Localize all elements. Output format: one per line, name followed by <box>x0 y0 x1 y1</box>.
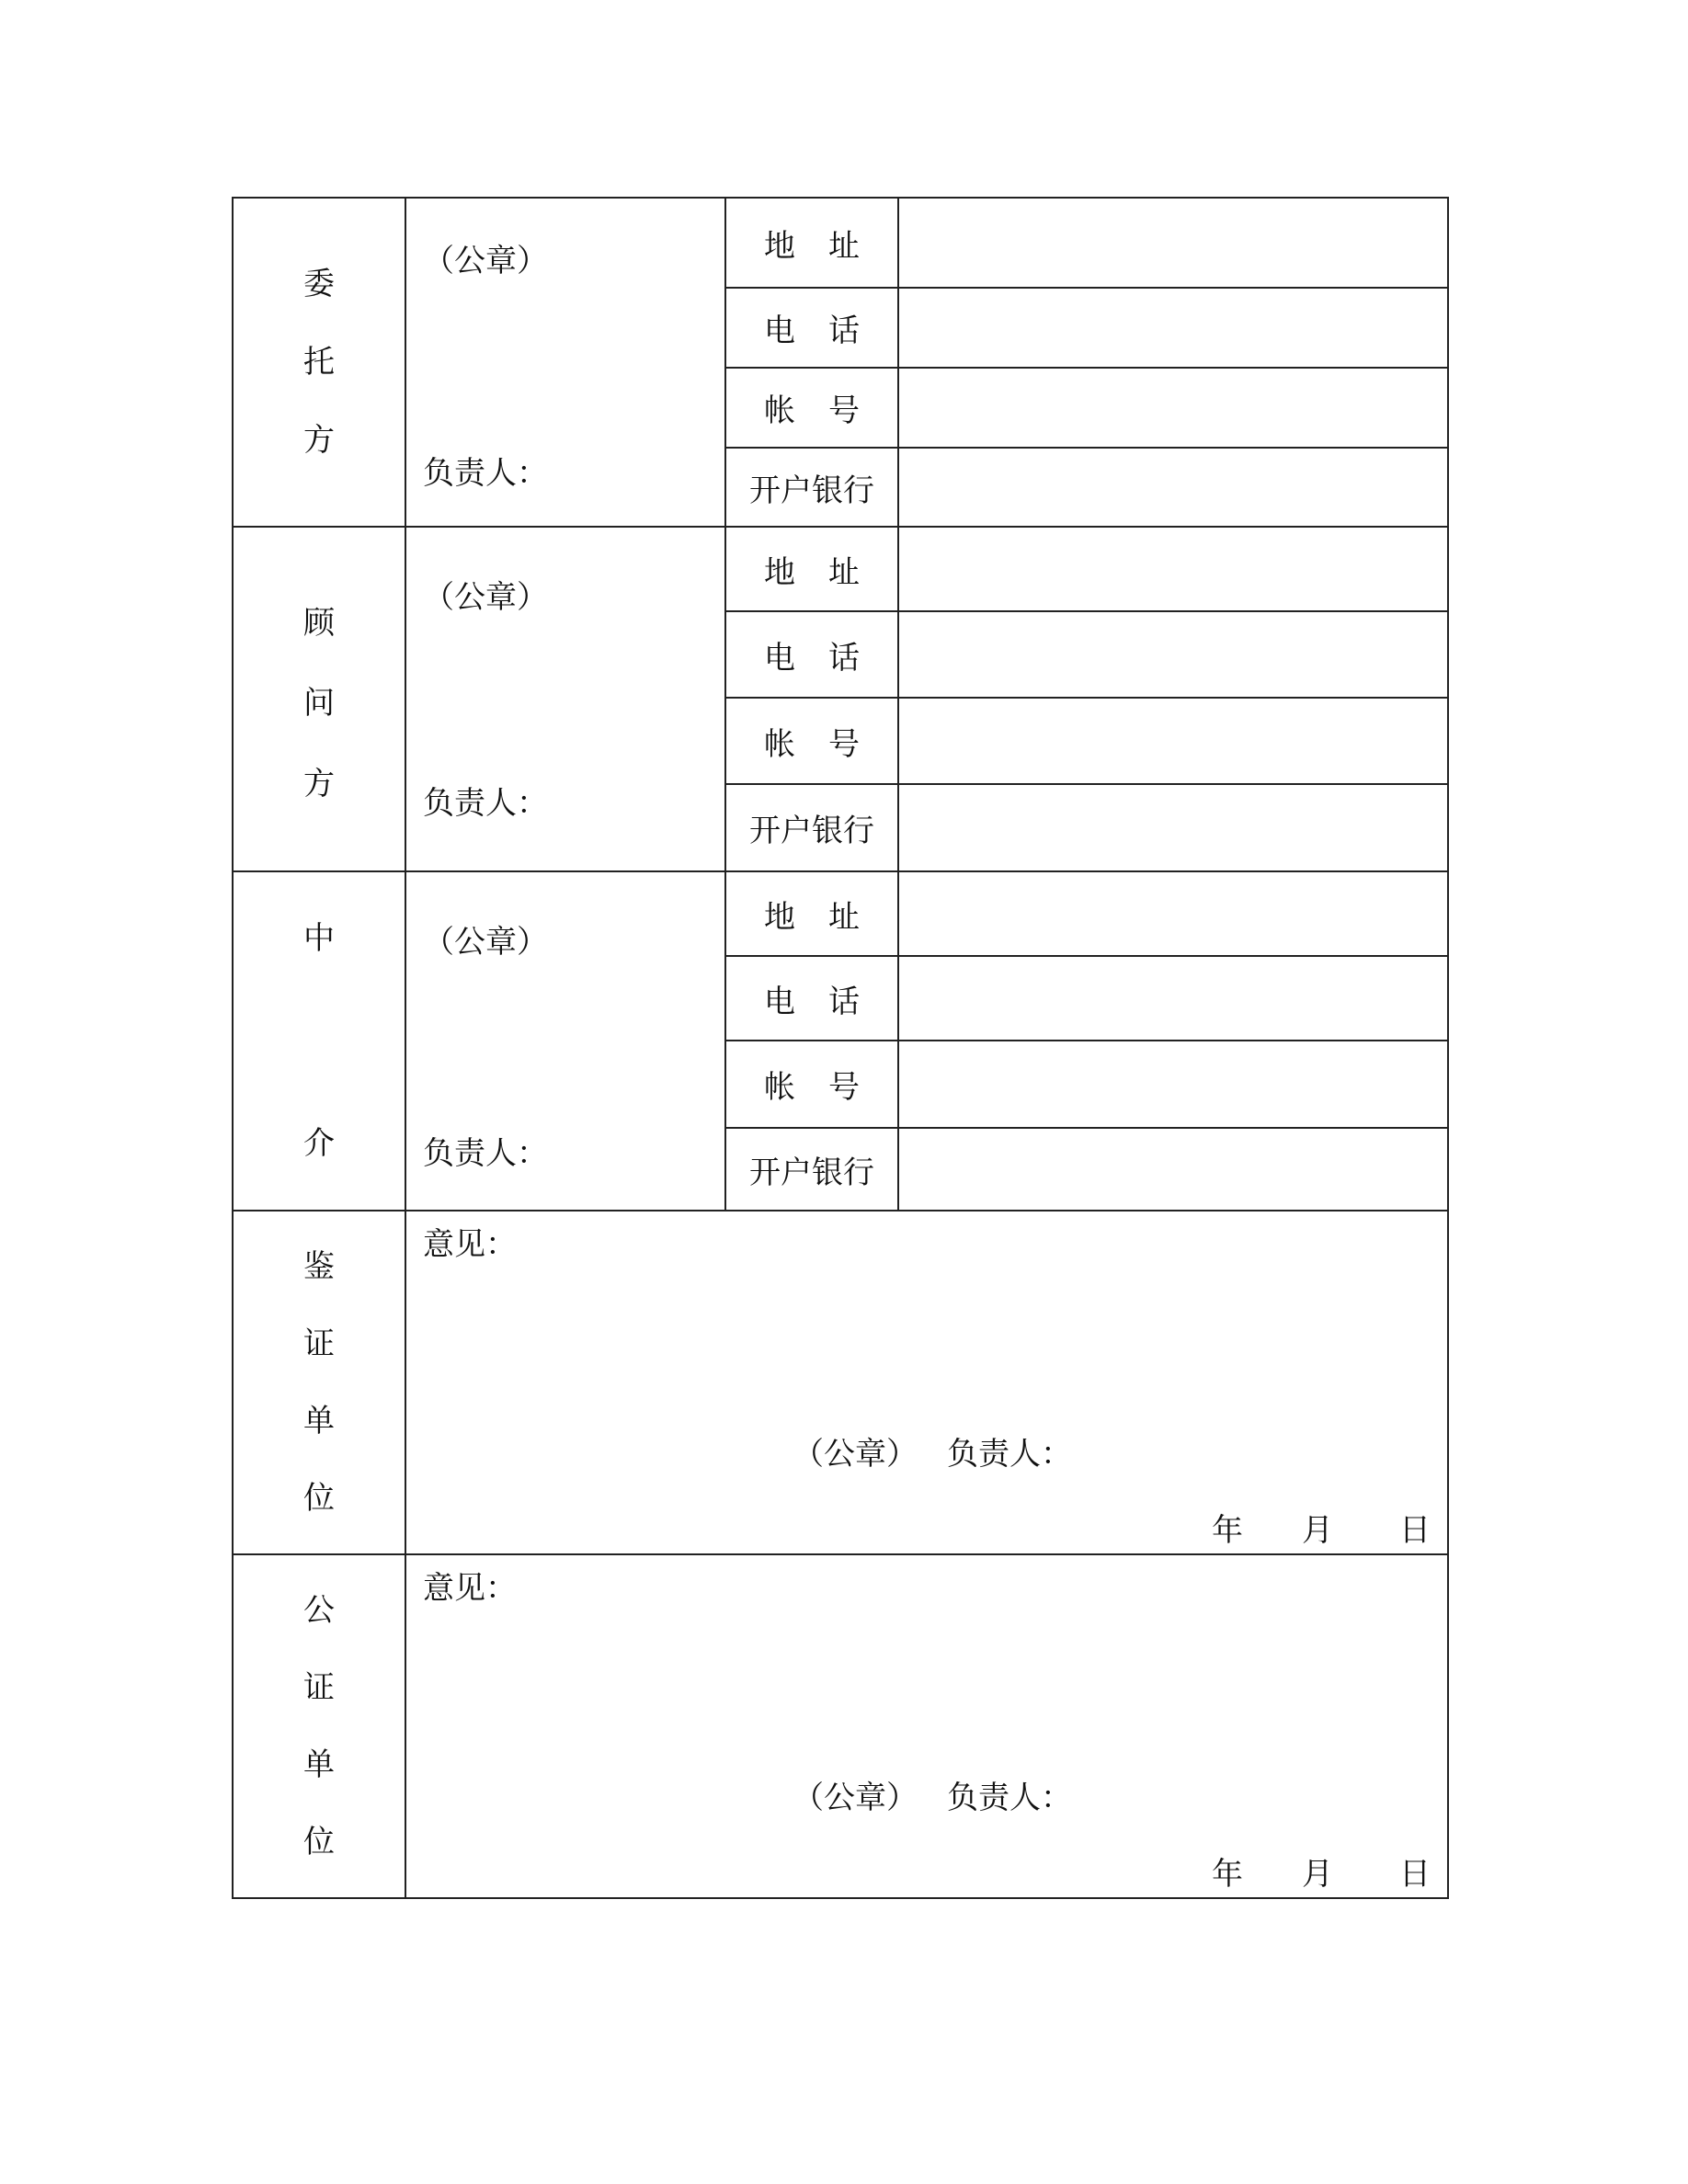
party-3-row-address <box>233 871 1448 956</box>
opinion-2-label <box>233 1554 405 1898</box>
party-2-seal: （公章） <box>423 579 548 616</box>
opinion-1-year: 年 <box>1212 1512 1243 1549</box>
party-2-row-address <box>233 527 1448 611</box>
party-1-phone-label: 电话 <box>725 288 898 368</box>
party-1-label-char: 托 <box>303 343 335 381</box>
opinion-1-label-char: 鉴 <box>303 1248 335 1285</box>
party-2-bank-field[interactable] <box>898 784 1448 871</box>
party-2-seal-cell <box>405 527 725 871</box>
party-2-account-field[interactable] <box>898 698 1448 784</box>
opinion-1-label <box>233 1211 405 1554</box>
opinion-2-label-char: 位 <box>303 1824 335 1860</box>
opinion-1-seal: （公章） <box>793 1436 918 1473</box>
party-1-bank-field[interactable] <box>898 448 1448 527</box>
party-2-label-char: 顾 <box>303 604 335 642</box>
party-3-account-label: 帐号 <box>725 1041 898 1128</box>
party-1-bank-label: 开户银行 <box>725 448 898 527</box>
party-3-responsible: 负责人： <box>423 1135 548 1172</box>
party-2-bank-label: 开户银行 <box>725 784 898 871</box>
party-3-label <box>233 871 405 1211</box>
party-2-address-field[interactable] <box>898 527 1448 611</box>
party-2-phone-label: 电话 <box>725 611 898 698</box>
party-2-account-label: 帐号 <box>725 698 898 784</box>
party-1-account-label: 帐号 <box>725 368 898 448</box>
party-1-seal-cell <box>405 198 725 527</box>
opinion-1-row <box>233 1211 1448 1554</box>
party-3-label-char: 中 <box>303 920 335 957</box>
opinion-1-month: 月 <box>1302 1512 1333 1549</box>
opinion-2-month: 月 <box>1302 1856 1333 1893</box>
party-1-label-char: 委 <box>303 265 335 302</box>
party-3-account-field[interactable] <box>898 1041 1448 1128</box>
party-1-seal: （公章） <box>423 243 548 279</box>
opinion-1-responsible: 负责人： <box>947 1436 1072 1473</box>
party-1-account-field[interactable] <box>898 368 1448 448</box>
party-3-phone-label: 电话 <box>725 956 898 1041</box>
party-1-label <box>233 198 405 527</box>
opinion-1-label-char: 位 <box>303 1480 335 1517</box>
party-3-label-char: 介 <box>303 1125 335 1162</box>
opinion-1-date <box>1212 1505 1431 1550</box>
party-2-address-label: 地址 <box>725 527 898 611</box>
party-3-seal: （公章） <box>423 924 548 961</box>
party-3-bank-field[interactable] <box>898 1128 1448 1211</box>
opinion-2-seal: （公章） <box>793 1780 918 1816</box>
opinion-2-label-char: 单 <box>303 1746 335 1783</box>
party-2-label <box>233 527 405 871</box>
party-2-label-char: 问 <box>303 685 335 722</box>
opinion-2-label-char: 证 <box>303 1669 335 1706</box>
party-3-bank-label: 开户银行 <box>725 1128 898 1211</box>
party-1-row-address <box>233 198 1448 288</box>
party-3-seal-cell <box>405 871 725 1211</box>
party-1-address-label: 地址 <box>725 198 898 288</box>
opinion-2-year: 年 <box>1212 1856 1243 1893</box>
party-1-phone-field[interactable] <box>898 288 1448 368</box>
party-3-phone-field[interactable] <box>898 956 1448 1041</box>
opinion-2-responsible: 负责人： <box>947 1780 1072 1816</box>
opinion-2-label-char: 公 <box>303 1592 335 1629</box>
opinion-2-row <box>233 1554 1448 1898</box>
opinion-2-day: 日 <box>1399 1856 1431 1893</box>
opinion-1-cell[interactable] <box>405 1211 1448 1554</box>
opinion-2-cell[interactable] <box>405 1554 1448 1898</box>
party-2-phone-field[interactable] <box>898 611 1448 698</box>
party-3-address-field[interactable] <box>898 871 1448 956</box>
contract-signature-table <box>232 197 1449 1899</box>
opinion-1-label-char: 单 <box>303 1403 335 1439</box>
party-1-address-field[interactable] <box>898 198 1448 288</box>
opinion-1-day: 日 <box>1399 1512 1431 1549</box>
party-3-address-label: 地址 <box>725 871 898 956</box>
opinion-1-label-char: 证 <box>303 1325 335 1362</box>
party-1-label-char: 方 <box>303 422 335 460</box>
opinion-2-opinion-label: 意见： <box>423 1570 517 1607</box>
opinion-2-date <box>1212 1848 1431 1894</box>
opinion-1-opinion-label: 意见： <box>423 1226 517 1263</box>
party-2-label-char: 方 <box>303 766 335 803</box>
party-2-responsible: 负责人： <box>423 785 548 822</box>
party-1-responsible: 负责人： <box>423 455 548 492</box>
